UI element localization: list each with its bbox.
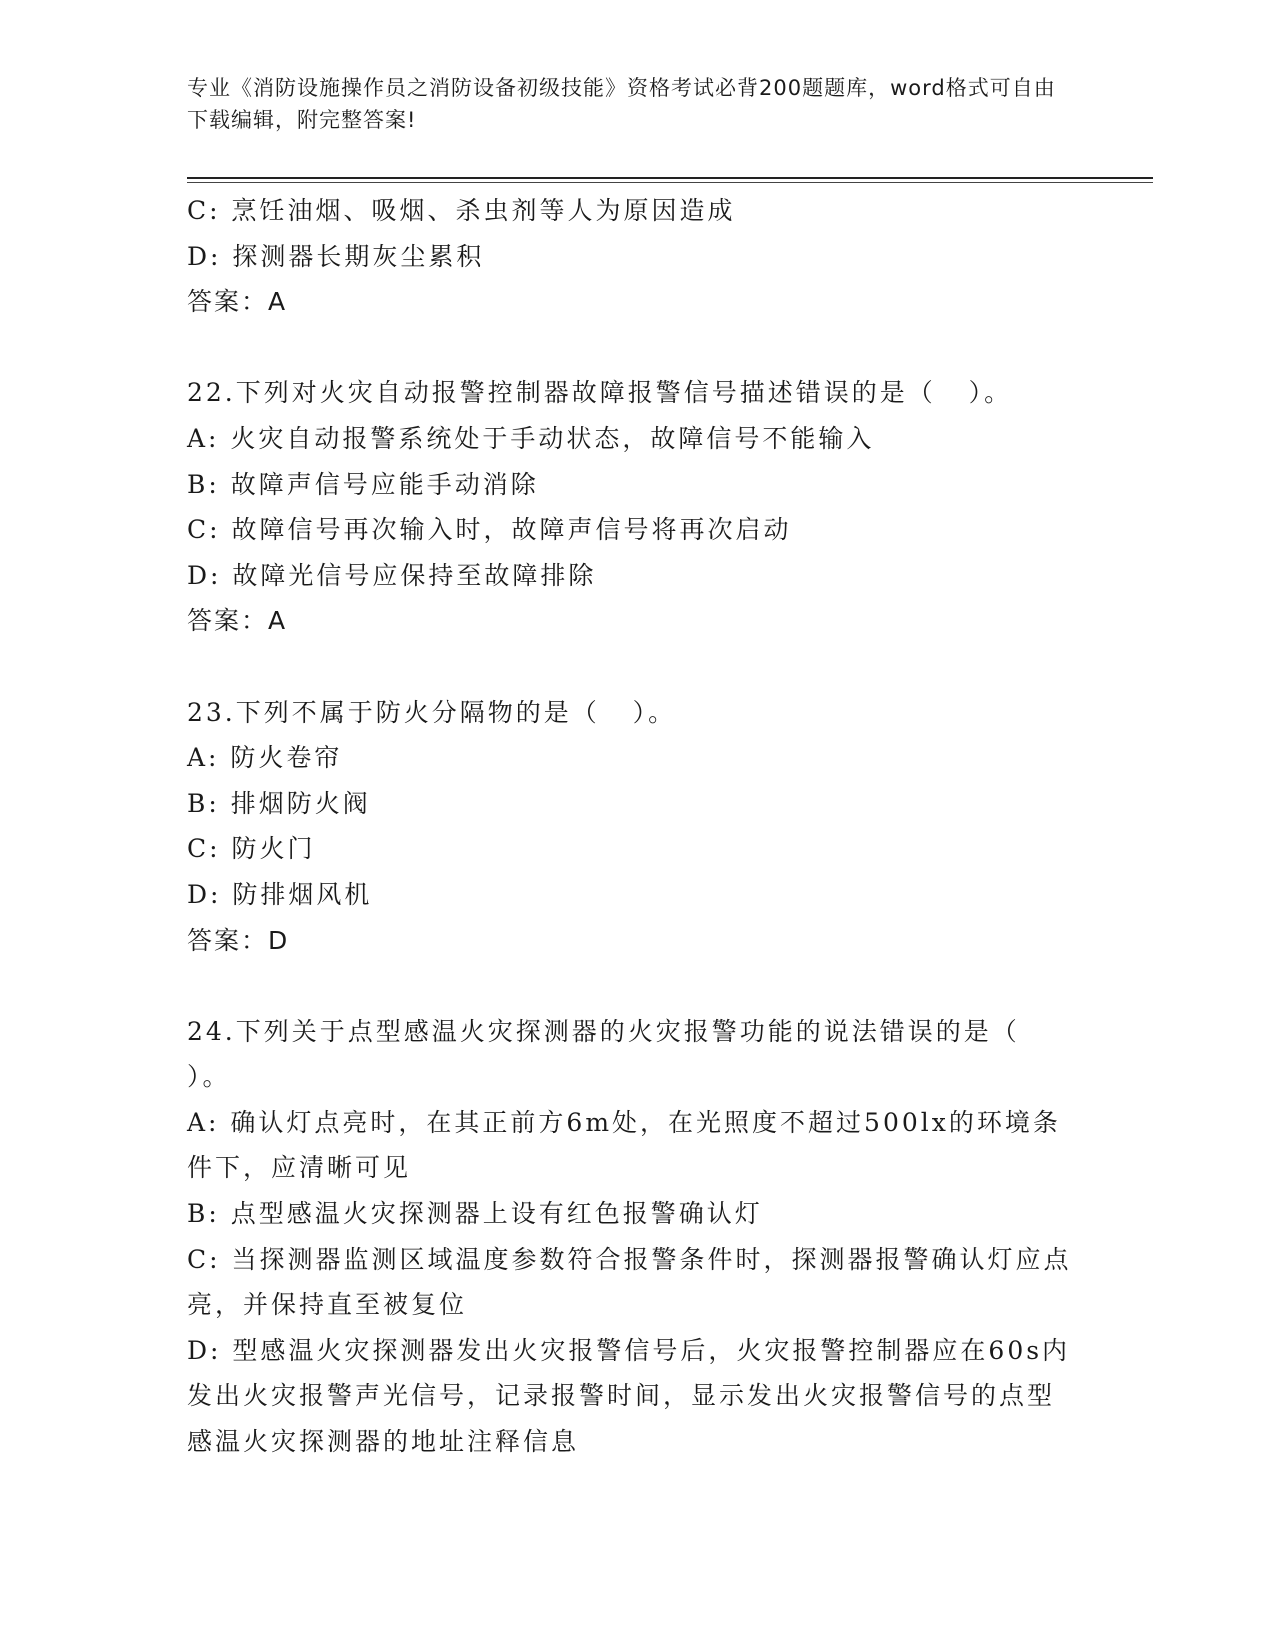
option-a: A: 火灾自动报警系统处于手动状态，故障信号不能输入 bbox=[187, 423, 875, 453]
answer-line: 答案：A bbox=[187, 287, 288, 317]
previous-question-tail bbox=[187, 188, 1077, 325]
question-23 bbox=[187, 690, 1077, 964]
answer-line: 答案：A bbox=[187, 606, 288, 636]
option-c: C: 烹饪油烟、吸烟、杀虫剂等人为原因造成 bbox=[187, 196, 736, 225]
question-stem: 24.下列关于点型感温火灾探测器的火灾报警功能的说法错误的是（ ）。 bbox=[187, 1016, 1053, 1092]
option-c: C: 防火门 bbox=[187, 834, 316, 864]
answer-line: 答案：D bbox=[187, 925, 290, 955]
header-divider-thin bbox=[187, 182, 1153, 183]
question-stem: 23.下列不属于防火分隔物的是（ ）。 bbox=[187, 697, 677, 727]
option-d: D: 防排烟风机 bbox=[187, 879, 373, 909]
header-divider bbox=[187, 177, 1153, 179]
option-a: A: 确认灯点亮时，在其正前方6m处，在光照度不超过500lx的环境条件下，应清晰可见 bbox=[187, 1107, 1061, 1183]
question-stem: 22.下列对火灾自动报警控制器故障报警信号描述错误的是（ ）。 bbox=[187, 378, 1013, 408]
option-d: D: 型感温火灾探测器发出火灾报警信号后，火灾报警控制器应在60s内发出火灾报警声光信号，记录报警时间，显示发出火灾报警信号的点型感温火灾探测器的地址注释信息 bbox=[187, 1335, 1071, 1457]
option-c: C: 故障信号再次输入时，故障声信号将再次启动 bbox=[187, 515, 792, 545]
question-content bbox=[187, 188, 1077, 1465]
document-header: 专业《消防设施操作员之消防设备初级技能》资格考试必背200题题库，word格式可自由下载编辑，附完整答案! bbox=[187, 76, 1056, 132]
question-22 bbox=[187, 370, 1077, 644]
option-a: A: 防火卷帘 bbox=[187, 743, 343, 773]
option-b: B: 排烟防火阀 bbox=[187, 788, 371, 818]
option-b: B: 故障声信号应能手动消除 bbox=[187, 469, 539, 499]
option-d: D: 故障光信号应保持至故障排除 bbox=[187, 560, 597, 590]
question-24 bbox=[187, 1009, 1077, 1465]
option-d: D: 探测器长期灰尘累积 bbox=[187, 241, 485, 271]
option-c: C: 当探测器监测区域温度参数符合报警条件时，探测器报警确认灯应点亮，并保持直至被复位 bbox=[187, 1244, 1072, 1320]
option-b: B: 点型感温火灾探测器上设有红色报警确认灯 bbox=[187, 1199, 763, 1229]
